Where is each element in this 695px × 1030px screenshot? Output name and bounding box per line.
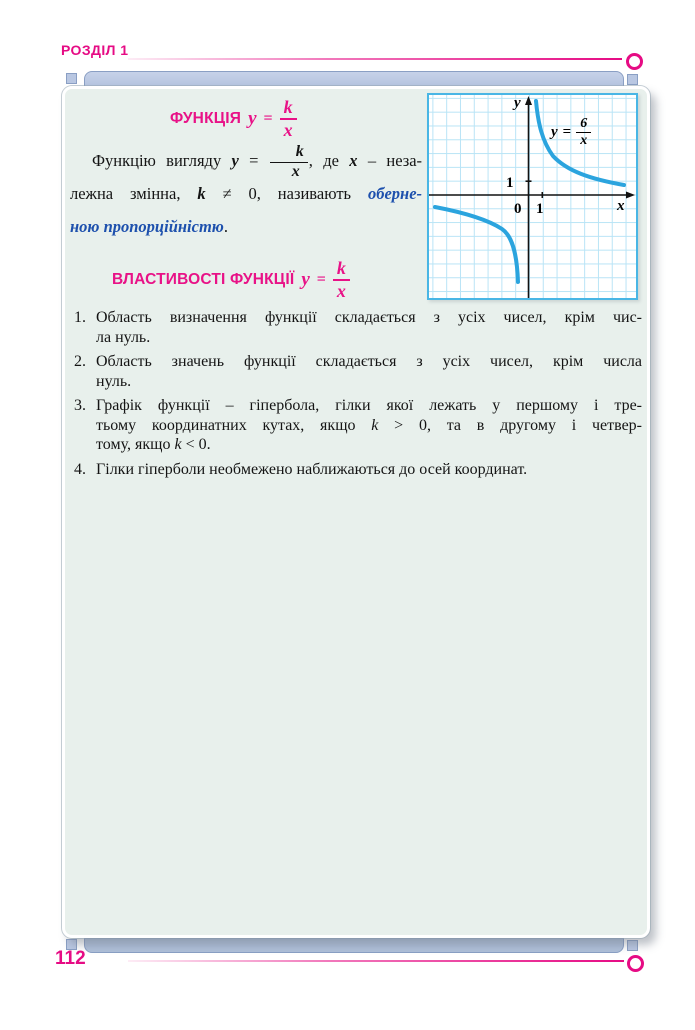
text-fragment: Функцію вигляду [92,151,222,170]
frac-den: x [291,162,300,180]
section-title-properties [112,258,350,302]
text-fragment: , де [308,151,339,170]
var-x: x [349,151,358,170]
text-fragment: < 0. [185,436,211,453]
chapter-label: РОЗДІЛ 1 [61,42,129,58]
title2-frac-num: k [333,259,350,281]
item-line: Графік функції – гіпербола, гілки якої лежать у першому і тре- [96,397,642,414]
list-item [74,308,642,347]
y-tick-label: 1 [506,175,514,191]
properties-list [74,308,642,484]
content-card [62,86,650,938]
section-title-function [170,97,297,141]
var-y: y [231,151,239,170]
footer-rule [128,960,624,962]
definition-paragraph [70,144,422,243]
definition-line-1 [70,142,423,180]
header-ring-icon [626,53,643,70]
inline-fraction [270,144,308,181]
formula-frac-num: 6 [576,117,591,133]
item-line [96,435,642,455]
var-k: k [371,416,379,434]
period: . [223,217,228,236]
title1-fraction [280,98,297,140]
card-rail-bottom [84,938,624,953]
list-item [74,352,642,391]
frac-num: k [270,144,308,163]
definition-line-3 [70,210,422,243]
footer-ring-icon [627,955,644,972]
list-item [74,396,642,455]
text-fragment: – неза- [367,151,423,170]
graph-axes-and-curve [429,95,636,298]
item-number: 2. [74,353,86,370]
curve-quadrant-3 [435,207,518,282]
title1-frac-num: k [280,98,297,120]
title1-equals: = [263,110,273,127]
title2-frac-den: x [336,281,346,301]
definition-line-2 [70,177,422,210]
var-k: k [174,436,182,453]
header-rule [128,58,622,60]
formula-var-y: y [551,124,558,141]
title1-var-y: y [248,108,257,129]
title1-frac-den: x [283,120,293,140]
title1-label: ФУНКЦІЯ [170,110,242,127]
text-fragment: тому, якщо [96,436,171,453]
item-number: 3. [74,397,86,414]
title2-fraction [333,259,350,301]
formula-fraction [576,117,591,148]
item-number: 1. [74,309,86,326]
clip-peg-top-right [627,74,638,85]
page-number: 112 [55,948,86,969]
title2-label: ВЛАСТИВОСТІ ФУНКЦІЇ [112,271,295,288]
title2-var-y: y [301,269,310,290]
item-line: Область визначення функції складається з усіх чисел, крім чис- [96,309,642,326]
list-item [74,460,642,480]
item-line: Гілки гіперболи необмежено наближаються до осей координат. [96,460,528,478]
text-fragment: > 0, та в другому і четвер- [394,416,642,434]
item-line [96,416,642,436]
term-inverse-proportionality-part1: оберне- [367,184,423,203]
text-fragment: тьому координатних кутах, якщо [96,416,356,434]
text-fragment: лежна змінна, [70,184,181,203]
item-line: Область значень функції складається з усіх чисел, крім числа [96,353,642,370]
title2-equals: = [316,271,326,288]
formula-equals: = [562,124,572,141]
clip-peg-bottom-right [627,940,638,951]
item-number: 4. [74,460,86,478]
hyperbola-graph [427,93,638,300]
clip-peg-top-left [66,73,77,84]
curve-formula [551,117,591,148]
item-line: нуль. [96,372,132,390]
term-inverse-proportionality-part2: ною пропорційністю [70,217,224,236]
item-line: ла нуль. [96,328,151,346]
y-axis-label: y [514,95,521,111]
x-tick-label: 1 [536,201,544,217]
equals-sign: = [249,151,259,170]
origin-label: 0 [514,201,522,217]
formula-frac-den: x [580,132,588,148]
text-fragment: ≠ 0, називають [222,184,352,203]
var-k: k [197,184,206,203]
x-axis-label: x [617,198,625,214]
